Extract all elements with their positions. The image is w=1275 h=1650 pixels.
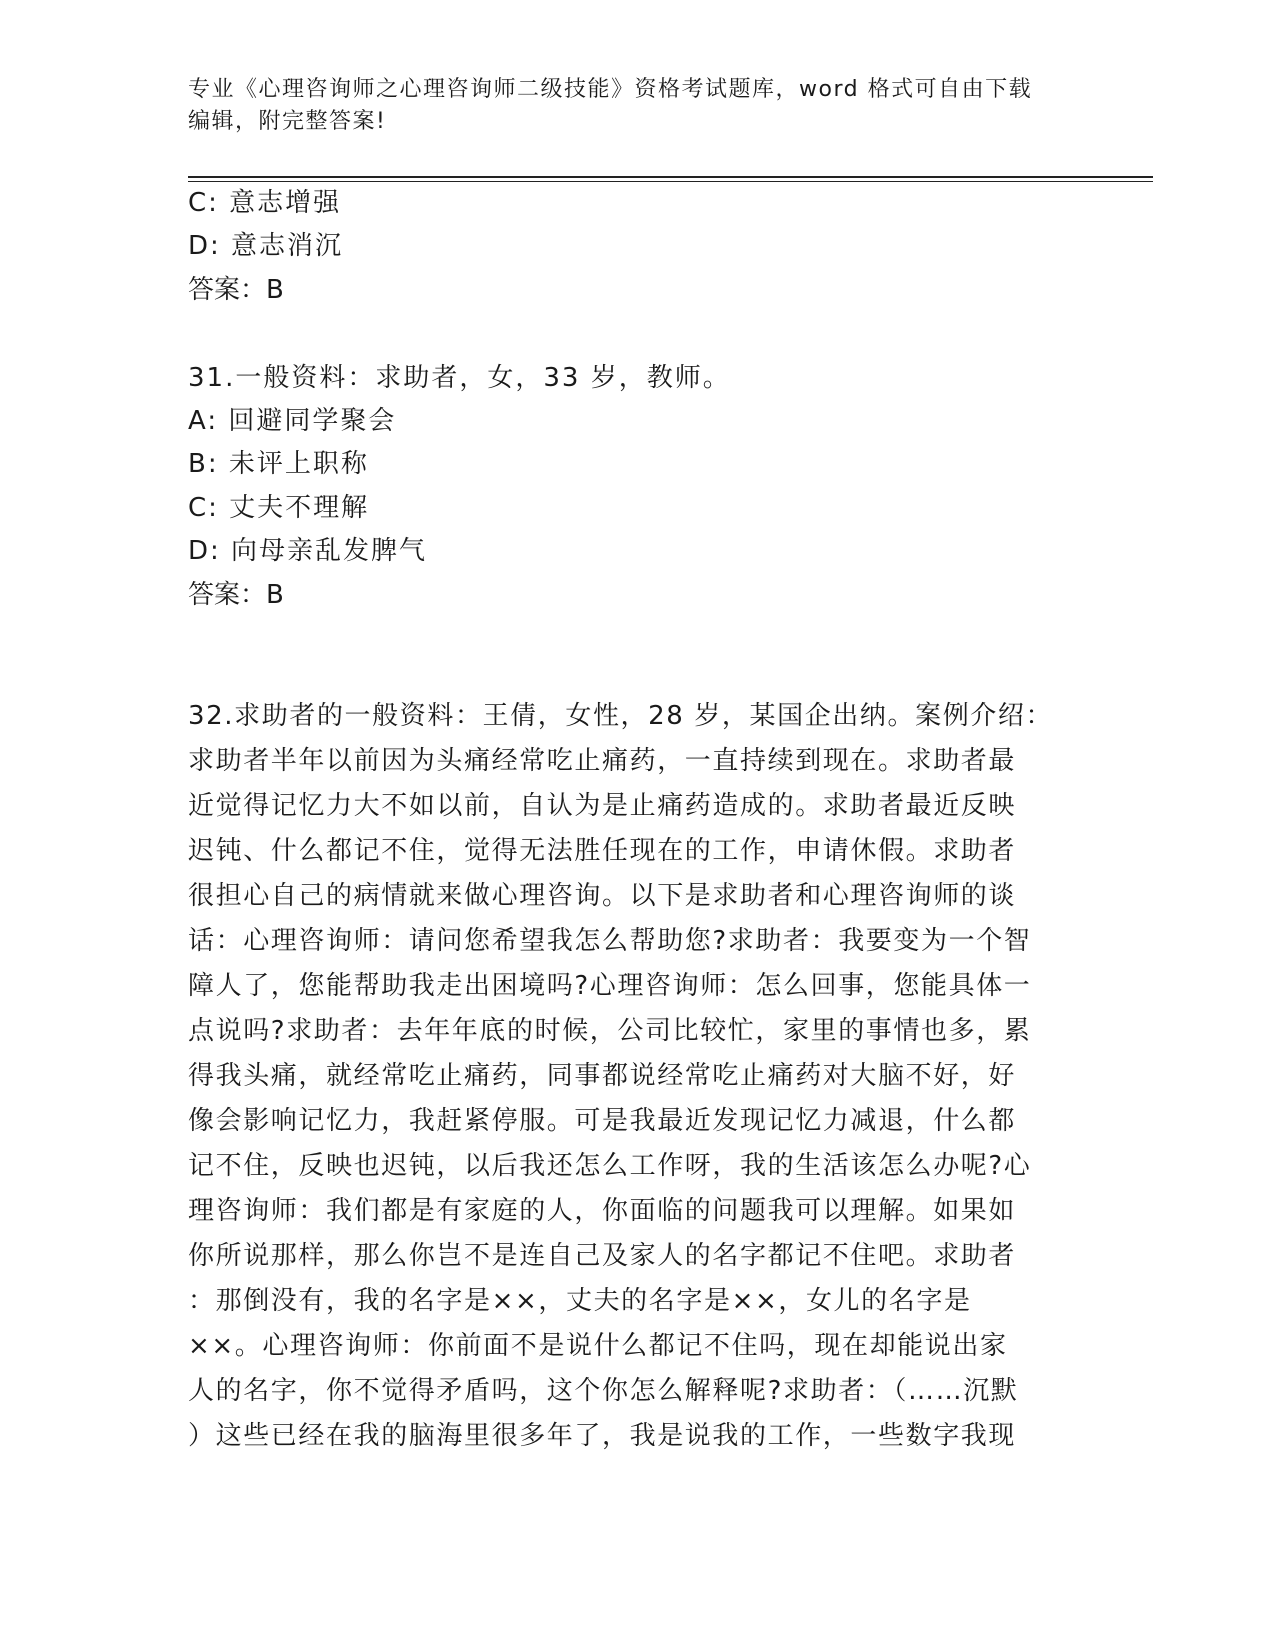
q32-line: 很担心自己的病情就来做心理咨询。以下是求助者和心理咨询师的谈 bbox=[188, 881, 1017, 911]
q31-option-c: C: 丈夫不理解 bbox=[188, 493, 370, 523]
q32-line: 你所说那样，那么你岂不是连自己及家人的名字都记不住吧。求助者 bbox=[188, 1241, 1017, 1271]
q32-line: ××。心理咨询师：你前面不是说什么都记不住吗，现在却能说出家 bbox=[188, 1331, 1008, 1361]
q31-option-a: A: 回避同学聚会 bbox=[188, 406, 397, 436]
header-line-1: 专业《心理咨询师之心理咨询师二级技能》资格考试题库，word 格式可自由下载 bbox=[188, 77, 1033, 102]
q30-option-c: C: 意志增强 bbox=[188, 188, 342, 218]
q30-option-d: D: 意志消沉 bbox=[188, 231, 344, 261]
header-divider-thin bbox=[188, 181, 1153, 182]
q32-paragraph bbox=[188, 694, 1088, 1459]
q32-line: ：那倒没有，我的名字是××，丈夫的名字是××，女儿的名字是 bbox=[188, 1286, 972, 1316]
q32-line: 记不住，反映也迟钝，以后我还怎么工作呀，我的生活该怎么办呢?心 bbox=[188, 1151, 1032, 1181]
q32-line: 得我头痛，就经常吃止痛药，同事都说经常吃止痛药对大脑不好，好 bbox=[188, 1061, 1017, 1091]
q32-line: 像会影响记忆力，我赶紧停服。可是我最近发现记忆力减退，什么都 bbox=[188, 1106, 1017, 1136]
q30-answer: 答案：B bbox=[188, 275, 284, 305]
q32-line: 32.求助者的一般资料：王倩，女性，28 岁，某国企出纳。案例介绍： bbox=[188, 701, 1054, 731]
q31-option-b: B: 未评上职称 bbox=[188, 449, 369, 479]
q32-line: 障人了，您能帮助我走出困境吗?心理咨询师：怎么回事，您能具体一 bbox=[188, 971, 1032, 1001]
q32-line: 迟钝、什么都记不住，觉得无法胜任现在的工作，申请休假。求助者 bbox=[188, 836, 1017, 866]
q32-line: 话：心理咨询师：请问您希望我怎么帮助您?求助者：我要变为一个智 bbox=[188, 926, 1032, 956]
q32-line: 求助者半年以前因为头痛经常吃止痛药，一直持续到现在。求助者最 bbox=[188, 746, 1017, 776]
header-line-2: 编辑，附完整答案! bbox=[188, 109, 387, 134]
q32-line: 点说吗?求助者：去年年底的时候，公司比较忙，家里的事情也多，累 bbox=[188, 1016, 1032, 1046]
document-header bbox=[188, 74, 1068, 138]
q32-line: 理咨询师：我们都是有家庭的人，你面临的问题我可以理解。如果如 bbox=[188, 1196, 1017, 1226]
q32-line: 人的名字，你不觉得矛盾吗，这个你怎么解释呢?求助者：（……沉默 bbox=[188, 1376, 1019, 1406]
q31-option-d: D: 向母亲乱发脾气 bbox=[188, 536, 428, 566]
q31-stem: 31.一般资料：求助者，女，33 岁，教师。 bbox=[188, 363, 731, 393]
header-divider-thick bbox=[188, 176, 1153, 178]
q31-answer: 答案：B bbox=[188, 580, 284, 610]
q32-line: ）这些已经在我的脑海里很多年了，我是说我的工作，一些数字我现 bbox=[188, 1421, 1017, 1451]
q32-line: 近觉得记忆力大不如以前，自认为是止痛药造成的。求助者最近反映 bbox=[188, 791, 1017, 821]
